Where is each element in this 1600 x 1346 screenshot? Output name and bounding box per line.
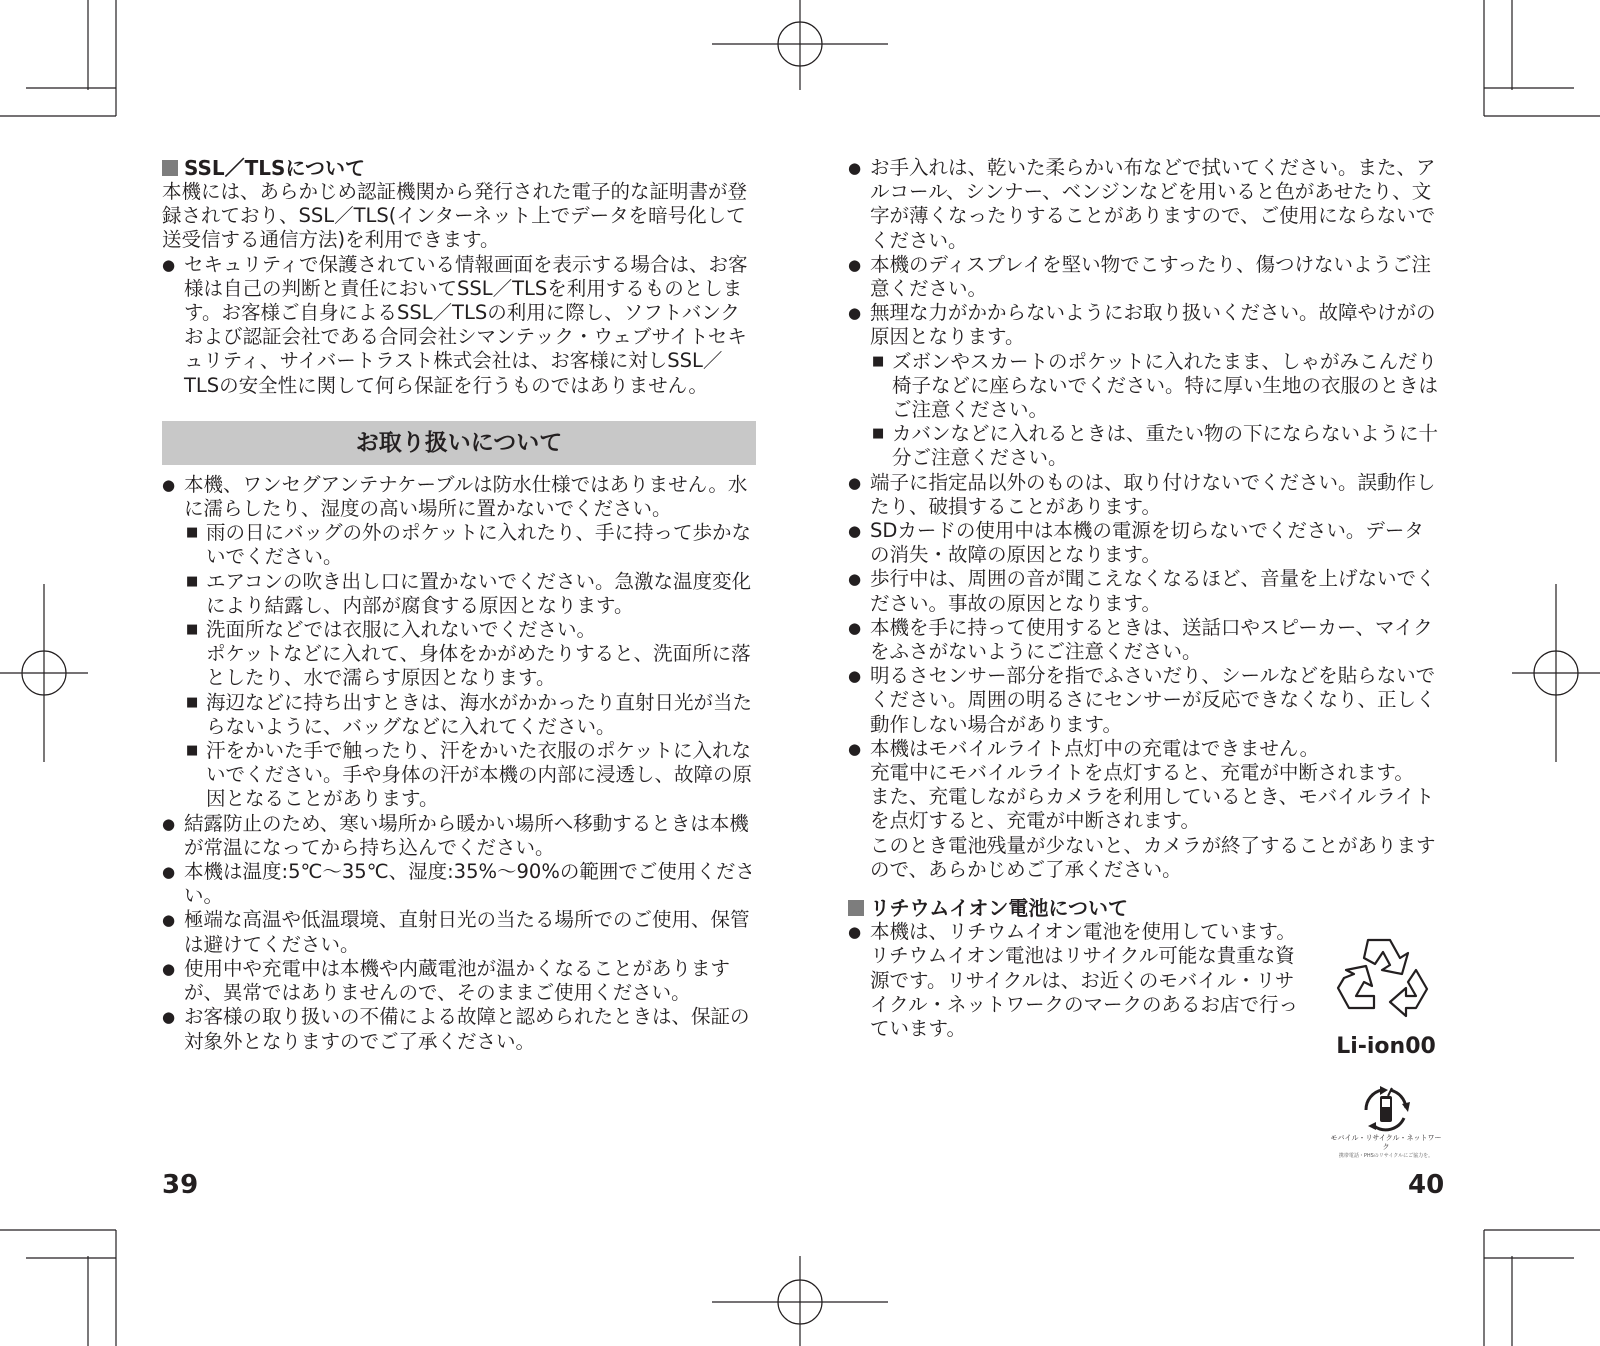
list-item: ● 本機を手に持って使用するときは、送話口やスピーカー、マイクをふさがないようにご注意ください。 [848,616,1438,664]
battery-heading: リチウムイオン電池について [848,896,1438,920]
list-item: ● 本機はモバイルライト点灯中の充電はできません。 充電中にモバイルライトを点灯すると、充電が中断されます。 また、充電しながらカメラを利用しているとき、モバイルライトを点灯すると、充電が中断されます。 このとき電池残量が少ないと、カメラが終了することがありますので、あらかじめご了承ください。 [848,737,1438,882]
battery-bullets [848,920,1308,1041]
recycle-label: Li-ion00 [1336,1034,1436,1059]
list-item-text: 無理な力がかからないようにお取り扱いください。故障やけがの原因となります。 [870,301,1436,349]
list-item: ● 使用中や充電中は本機や内蔵電池が温かくなることがありますが、異常ではありませんので、そのままご使用ください。 [162,957,756,1005]
list-item: ● SDカードの使用中は本機の電源を切らないでください。データの消失・故障の原因となります。 [848,519,1438,567]
list-item: ● 明るさセンサー部分を指でふさいだり、シールなどを貼らないでください。周囲の明るさにセンサーが反応できなくなり、正しく動作しない場合があります。 [848,664,1438,737]
list-item [162,473,756,812]
page-number-right: 40 [1408,1170,1445,1200]
list-item: ● お客様の取り扱いの不備による故障と認められたときは、保証の対象外となりますのでご了承ください。 [162,1005,756,1053]
sub-list-item: ■ 海辺などに持ち出すときは、海水がかかったり直射日光が当たらないように、バッグなどに入れてください。 [184,691,756,739]
sub-list-item: ■ ズボンやスカートのポケットに入れたまま、しゃがみこんだり椅子などに座らないでください。特に厚い生地の衣服のときはご注意ください。 [870,350,1438,423]
ssl-bullets [162,253,756,398]
ssl-heading: SSL／TLSについて [162,156,756,180]
mobile-recycle-icon [1330,1082,1442,1134]
list-item: ● 結露防止のため、寒い場所から暖かい場所へ移動するときは本機が常温になってから持ち込んでください。 [162,812,756,860]
section-square-icon [162,160,178,176]
list-item: ● 端子に指定品以外のものは、取り付けないでください。誤動作したり、破損することがあります。 [848,471,1438,519]
recycle-logo [1328,930,1444,1059]
ssl-paragraph: 本機には、あらかじめ認証機関から発行された電子的な証明書が登録されており、SSL／TLS(インターネット上でデータを暗号化して送受信する通信方法)を利用できます。 [162,180,748,252]
list-item [848,301,1438,470]
mobile-recycle-logo [1330,1082,1442,1159]
list-item: ● セキュリティで保護されている情報画面を表示する場合は、お客様は自己の判断と責任においてSSL／TLSを利用するものとします。お客様ご自身によるSSL／TLSの利用に際し、ソフトバンクおよび認証会社である合同会社シマンテック・ウェブサイトセキュリティ、サイバートラスト株式会社は、お客様に対しSSL／TLSの安全性に関して何ら保証を行うものではありません。 [162,253,756,398]
sub-list-item: ■ 洗面所などでは衣服に入れないでください。 ポケットなどに入れて、身体をかがめたりすると、洗面所に落としたり、水で濡らす原因となります。 [184,618,756,691]
list-item: ● 本機のディスプレイを堅い物でこすったり、傷つけないようご注意ください。 [848,253,1438,301]
sub-list-item: ■ 汗をかいた手で触ったり、汗をかいた衣服のポケットに入れないでください。手や身体の汗が本機の内部に浸透し、故障の原因となることがあります。 [184,739,756,812]
sub-list-item: ■ カバンなどに入れるときは、重たい物の下にならないように十分ご注意ください。 [870,422,1438,470]
section-square-icon [848,900,864,916]
list-item: ● 本機は温度:5℃～35℃、湿度:35%～90%の範囲でご使用ください。 [162,860,756,908]
care-bullets [848,156,1438,882]
sub-list-item: ■ 雨の日にバッグの外のポケットに入れたり、手に持って歩かないでください。 [184,521,756,569]
sub-list-item: ■ エアコンの吹き出し口に置かないでください。急激な温度変化により結露し、内部が腐食する原因となります。 [184,570,756,618]
mobile-recycle-sub: 携帯電話・PHSのリサイクルにご協力を。 [1338,1153,1434,1159]
mobile-recycle-label: モバイル・リサイクル・ネットワーク [1330,1134,1442,1151]
sub-list [162,521,756,811]
left-page [162,156,756,1054]
list-item-text: 本機、ワンセグアンテナケーブルは防水仕様ではありません。水に濡らしたり、湿度の高い場所に置かないでください。 [184,472,748,521]
handling-banner: お取り扱いについて [162,421,756,465]
list-item: ● 極端な高温や低温環境、直射日光の当たる場所でのご使用、保管は避けてください。 [162,908,756,956]
right-page [848,156,1438,1041]
list-item: ● 歩行中は、周囲の音が聞こえなくなるほど、音量を上げないでください。事故の原因となります。 [848,567,1438,615]
sub-list [848,350,1438,471]
list-item: ● 本機は、リチウムイオン電池を使用しています。リチウムイオン電池はリサイクル可能な貴重な資源です。リサイクルは、お近くのモバイル・リサイクル・ネットワークのマークのあるお店で行っています。 [848,920,1308,1041]
handling-bullets [162,473,756,1054]
recycle-icon [1328,930,1444,1030]
page-number-left: 39 [162,1170,199,1200]
list-item: ● お手入れは、乾いた柔らかい布などで拭いてください。また、アルコール、シンナー、ベンジンなどを用いると色があせたり、文字が薄くなったりすることがありますので、ご使用にならないでください。 [848,156,1438,253]
